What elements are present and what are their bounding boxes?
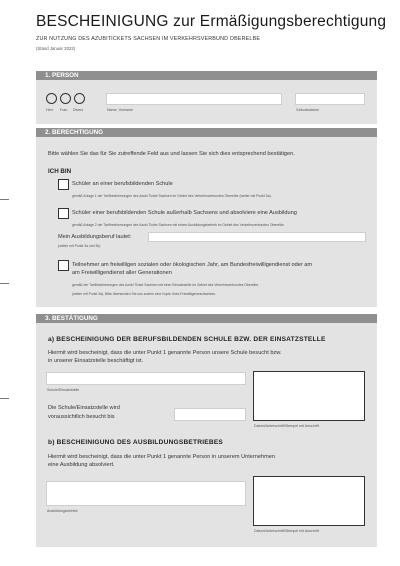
- gender-label-herr: Herr: [46, 108, 53, 112]
- option-3-line-2: am Freiwilligendienst aller Generationen: [72, 270, 172, 276]
- fold-mark-top: [0, 199, 9, 200]
- option-3-note-2: (weiter mit Punkt 3a). Bitte übersenden Sie uns zudem eine Kopie Ihres Freiwilligennachweises.: [72, 292, 216, 296]
- ausbildungsberuf-field[interactable]: [148, 232, 366, 242]
- until-date-field[interactable]: [174, 408, 246, 421]
- radio-frau[interactable]: [60, 93, 71, 104]
- until-text-2: voraussichtlich besucht bis: [48, 414, 115, 420]
- fold-mark-middle: [0, 283, 9, 284]
- option-3-line-1: Teilnehmer am freiwilligen sozialen oder ökologischen Jahr, am Bundesfreiwilligendienst oder am: [72, 262, 313, 268]
- radio-divers[interactable]: [74, 93, 85, 104]
- until-text-1: Die Schule/Einsatzstelle wird: [48, 405, 120, 411]
- option-3-note-1: gemäß der Tarifbestimmungen des Azubi Ticket Sachsen mit einer Einsatzstelle im Gebiet des Verkehrsverbundes Oberelbe: [72, 283, 259, 287]
- ausbildungsbetrieb-label: Ausbildungsbetrieb: [47, 509, 78, 513]
- option-1-note: gemäß Anlage 1 der Tarifbestimmungen des Azubi Ticket Sachsen im Gebiet des Verkehrsverbundes Oberelbe (weiter mit Punkt 3a).: [72, 194, 272, 198]
- checkbox-option-3[interactable]: [58, 260, 69, 271]
- page-subtitle: ZUR NUTZUNG DES AZUBITICKETS SACHSEN IM VERKEHRSVERBUND OBERELBE: [36, 36, 261, 42]
- subsection-b-text-2: eine Ausbildung absolviert.: [48, 462, 115, 468]
- subsection-a-heading: a) BESCHEINIGUNG DER BERUFSBILDENDEN SCHULE BZW. DER EINSATZSTELLE: [48, 336, 326, 343]
- option-2-label: Schüler einer berufsbildenden Schule außerhalb Sachsens und absolviere eine Ausbildung: [72, 210, 297, 216]
- section-3-panel: [36, 323, 377, 547]
- subsection-a-text-1: Hiermit wird bescheinigt, dass die unter Punkt 1 genannte Person unsere Schule besucht bzw.: [48, 350, 282, 356]
- section-2-intro: Bitte wählen Sie das für Sie zutreffende Feld aus und lassen Sie sich dies entsprechend bestätigen.: [48, 151, 295, 157]
- name-label: Name, Vorname: [107, 108, 133, 112]
- birthdate-label: Geburtsdatum: [296, 108, 319, 112]
- option-2-note: gemäß Anlage 2 der Tarifbestimmungen des Azubi Ticket Sachsen mit einem Ausbildungsbetrieb im Gebiet des Verkehrsverbundes Oberelbe.: [72, 223, 285, 227]
- option-1-label: Schüler an einer berufsbildenden Schule: [72, 181, 173, 187]
- schule-einsatzstelle-field[interactable]: [46, 372, 246, 385]
- subsection-b-heading: b) BESCHEINIGUNG DES AUSBILDUNGSBETRIEBES: [48, 439, 224, 446]
- signature-label-b: Datum/Unterschrift/Stempel mit Anschrift: [254, 529, 319, 533]
- section-1-panel: [36, 80, 377, 124]
- gender-label-divers: Divers: [73, 108, 84, 112]
- section-3-heading: 3. BESTÄTIGUNG: [36, 314, 377, 323]
- fold-mark-bottom: [0, 398, 9, 399]
- radio-herr[interactable]: [46, 93, 57, 104]
- page-title: BESCHEINIGUNG zur Ermäßigungsberechtigung: [36, 13, 387, 30]
- ausbildungsberuf-note: (weiter mit Punkt 3a und 3b): [58, 244, 101, 248]
- ausbildungsberuf-label: Mein Ausbildungsberuf lautet:: [58, 234, 132, 240]
- gender-label-frau: Frau: [60, 108, 68, 112]
- stand-date: (Stand Januar 2022): [36, 46, 76, 51]
- section-2-panel: [36, 137, 377, 307]
- schule-einsatzstelle-label: Schule/Einsatzstelle: [47, 388, 80, 392]
- name-field[interactable]: [106, 93, 282, 105]
- subsection-b-text-1: Hiermit wird bescheinigt, dass die unter Punkt 1 genannte Person in unserem Unternehmen: [48, 454, 275, 460]
- ich-bin-label: ICH BIN: [48, 168, 72, 175]
- checkbox-option-1[interactable]: [58, 179, 69, 190]
- section-1-heading: 1. PERSON: [36, 71, 377, 80]
- signature-box-b[interactable]: [253, 476, 365, 526]
- subsection-a-text-2: in unserer Einsatzstelle beschäftigt ist.: [48, 358, 144, 364]
- signature-label-a: Datum/Unterschrift/Stempel mit Anschrift: [254, 424, 319, 428]
- ausbildungsbetrieb-field[interactable]: [46, 481, 246, 506]
- section-2-heading: 2. BERECHTIGUNG: [36, 128, 377, 137]
- checkbox-option-2[interactable]: [58, 208, 69, 219]
- birthdate-field[interactable]: [295, 93, 365, 105]
- signature-box-a[interactable]: [253, 371, 365, 421]
